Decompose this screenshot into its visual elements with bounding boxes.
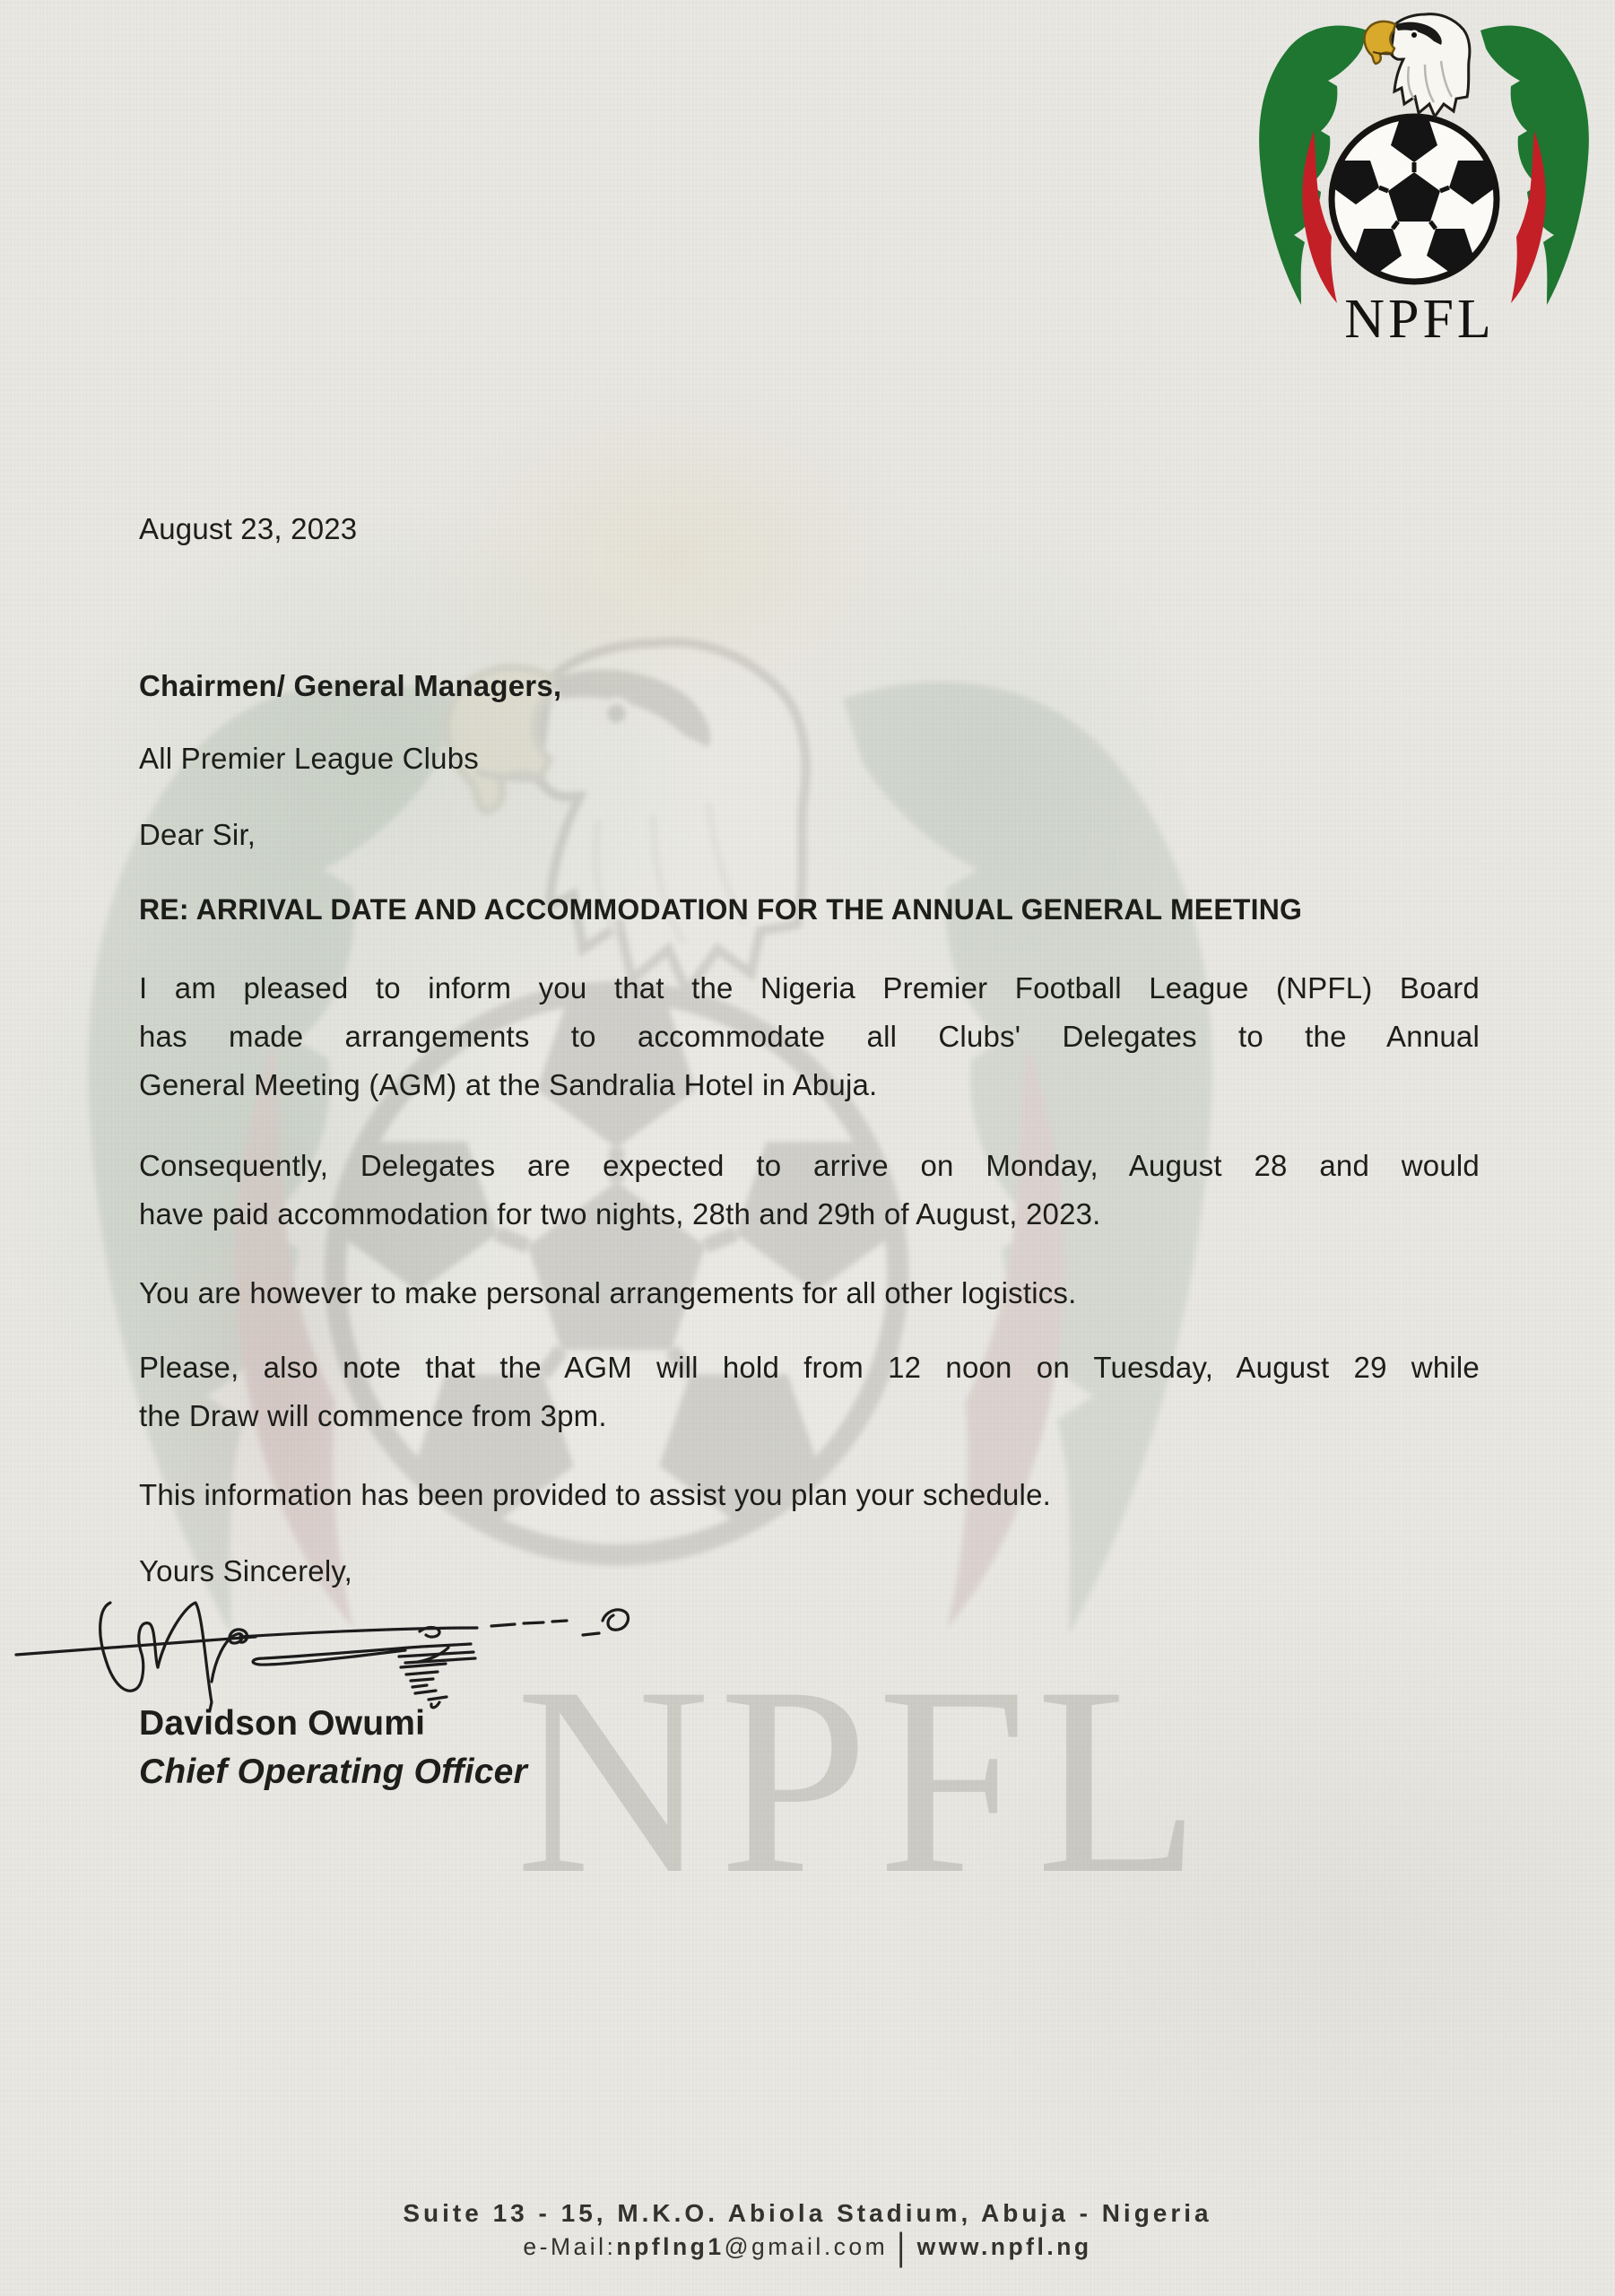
footer-address: Suite 13 - 15, M.K.O. Abiola Stadium, Abuja - Nigeria xyxy=(403,2199,1212,2227)
closing: Yours Sincerely, xyxy=(139,1554,352,1587)
paragraph-2 xyxy=(139,1142,1480,1239)
paragraph-line: the Draw will commence from 3pm. xyxy=(139,1399,607,1432)
paragraph-line: Please, also note that the AGM will hold from 12 noon on Tuesday, August 29 while xyxy=(139,1351,1480,1384)
recipient-org: All Premier League Clubs xyxy=(139,742,479,775)
footer-contacts xyxy=(0,2226,1615,2269)
recipient-title: Chairmen/ General Managers, xyxy=(139,669,562,702)
paragraph-line: have paid accommodation for two nights, 28th and 29th of August, 2023. xyxy=(139,1197,1101,1231)
paragraph-5 xyxy=(139,1471,1480,1519)
letter-date: August 23, 2023 xyxy=(139,512,358,545)
footer-website: www.npfl.ng xyxy=(916,2233,1092,2260)
paragraph-4 xyxy=(139,1344,1480,1440)
paragraph-line: You are however to make personal arrangements for all other logistics. xyxy=(139,1276,1077,1309)
soccer-ball-icon xyxy=(1332,117,1497,282)
signer-title: Chief Operating Officer xyxy=(139,1752,527,1791)
paragraph-3 xyxy=(139,1269,1480,1318)
npfl-logo xyxy=(1249,7,1599,357)
signer-name: Davidson Owumi xyxy=(139,1704,426,1743)
paragraph-line: has made arrangements to accommodate all Clubs' Delegates to the Annual xyxy=(139,1020,1480,1053)
subject-line: RE: ARRIVAL DATE AND ACCOMMODATION FOR THE ANNUAL GENERAL MEETING xyxy=(139,893,1303,926)
footer-email-user: npflng1 xyxy=(616,2233,725,2260)
footer-separator-icon: | xyxy=(897,2226,908,2269)
paragraph-line: Consequently, Delegates are expected to arrive on Monday, August 28 and would xyxy=(139,1149,1480,1182)
paragraph-1 xyxy=(139,964,1480,1109)
salutation: Dear Sir, xyxy=(139,818,256,851)
watermark-text: NPFL xyxy=(516,1631,1210,1929)
footer-email-label: e-Mail: xyxy=(523,2233,617,2260)
paragraph-line: I am pleased to inform you that the Nigeria Premier Football League (NPFL) Board xyxy=(139,971,1480,1004)
logo-wordmark: NPFL xyxy=(1344,289,1495,350)
footer-email-domain: @gmail.com xyxy=(724,2233,889,2260)
paragraph-line: This information has been provided to assist you plan your schedule. xyxy=(139,1478,1052,1511)
paragraph-line: General Meeting (AGM) at the Sandralia Hotel in Abuja. xyxy=(139,1068,878,1101)
eagle-head-icon xyxy=(1365,14,1470,117)
signature xyxy=(0,1574,646,1722)
